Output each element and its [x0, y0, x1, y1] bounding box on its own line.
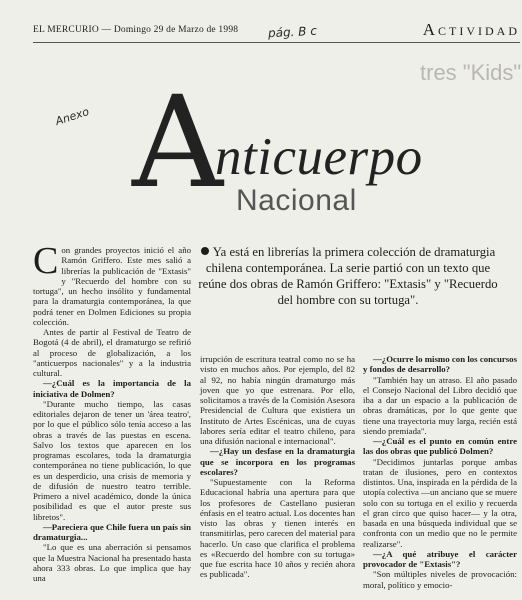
article-column-3: [363, 354, 517, 590]
deck-text: Ya está en librerías la primera colección de dramaturgia chilena contemporánea. La serie partió con un texto que reúne dos obras de Ramón Griffero: "Extasis" y "Recuerdo del hombre con su tortuga".: [198, 245, 498, 307]
article-paragraph: "Supuestamente con la Reforma Educacional habría una apertura para que los profesores de Castellano pusieran énfasis en el teatro actual. Los docentes han visto las obras y tienen interés en transmitirlas, pero carecen del material para hacerlo. Un caso que clarifica el problema es «Recuerdo del hombre con su tortuga» que fue escrita hace 10 años y recién ahora es publicada".: [200, 477, 355, 580]
interview-question: —¿Cuál es la importancia de la iniciativa de Dolmen?: [33, 378, 191, 399]
interview-question: —¿Ocurre lo mismo con los concursos y fondos de desarrollo?: [363, 354, 517, 375]
handwritten-page-note: pág. B c: [267, 23, 318, 41]
headline-subtitle: Nacional: [236, 184, 357, 217]
section-name: Actividad: [422, 20, 520, 39]
article-paragraph: Antes de partir al Festival de Teatro de Bogotá (4 de abril), el dramaturgo se refirió al proceso de globalización, a los "anticuerpos nacionales" y a la industria cultural.: [33, 327, 191, 378]
article-column-2: [200, 354, 355, 580]
article-paragraph: "Durante mucho tiempo, las casas editoriales dejaron de tener un 'área teatro', por lo que el público sólo tenía acceso a las obras a través de las puestas en escena. Salvo los textos que aparecen en los programas escolares, toda la dramaturgia contemporánea no tiene publicación, lo que es un desperdicio, una crisis de memoria y de difusión de nuestro teatro terrible. Primero a nivel académico, donde la única posibilidad es que el autor preste sus libretos".: [33, 398, 191, 522]
article-column-1: [33, 240, 191, 583]
interview-question: —Pareciera que Chile fuera un país sin dramaturgia...: [33, 521, 191, 542]
article-paragraph: "Lo que es una aberración si pensamos que la Muestra Nacional ha presentado hasta ahora 333 obras. Lo que implica que hay una: [33, 542, 191, 583]
column-1-body: [33, 240, 191, 583]
article-paragraph: "Son múltiples niveles de provocación: moral, político y emocio-: [363, 569, 517, 590]
bullet-dot-icon: [201, 247, 209, 255]
headline-initial: A: [132, 69, 223, 216]
deck-lead: [198, 244, 498, 308]
handwritten-tag-note: Anexo: [53, 104, 91, 129]
article-paragraph: "Decidimos juntarlas porque ambas tratan de ilusiones, pero en contextos distintos. Una, inspirada en la pérdida de la utopía colectiva —un anciano que se muere solo con su tortuga en el exilio y recuerda el gran circo que quiso hacer— y la otra, basada en una búsqueda individual que se confronta con un medio que no le permite realizarse".: [363, 456, 517, 549]
interview-question: —¿Hay un desfase en la dramaturgia que se incorpora en los programas escolares?: [200, 446, 355, 477]
article-paragraph: irrupción de escritura teatral como no se ha visto en muchos años. Por ejemplo, del 82 al 92, no había ningún dramaturgo más joven que yo que estrenara. Por ello, solicitamos a través de la Comisión Asesora Presidencial de Cultura que existiera un Instituto de Artes Escénicas, una de cuyas labores sería editar el teatro chileno, para una difusión nacional e internacional".: [200, 354, 355, 446]
drop-cap: C: [33, 240, 59, 282]
interview-question: —¿Cuál es el punto en común entre las dos obras que publicó Dolmen?: [363, 436, 517, 457]
headline-title: nticuerpo: [215, 128, 423, 186]
bleed-through-text: tres "Kids": [420, 60, 522, 85]
masthead-date-line: EL MERCURIO — Domingo 29 de Marzo de 1998: [33, 25, 239, 35]
interview-question: —¿A qué atribuye el carácter provocador de "Extasis"?: [363, 548, 517, 569]
article-paragraph: "También hay un atraso. El año pasado el Consejo Nacional del Libro decidió que iba a dar un espacio a la publicación de obras dramáticas, por lo que gente que tiene una trayectoria muy larga, recién está siendo premiada".: [363, 374, 517, 436]
article-paragraph: on grandes proyectos inició el año Ramón Griffero. Este mes salió a librerías la publicación de "Extasis" y "Recuerdo del hombre con su tortuga", un hecho insólito y fundamental para la dramaturgia contemporánea, la que podrá tener en Dolmen Ediciones su propia colección.: [33, 245, 191, 327]
